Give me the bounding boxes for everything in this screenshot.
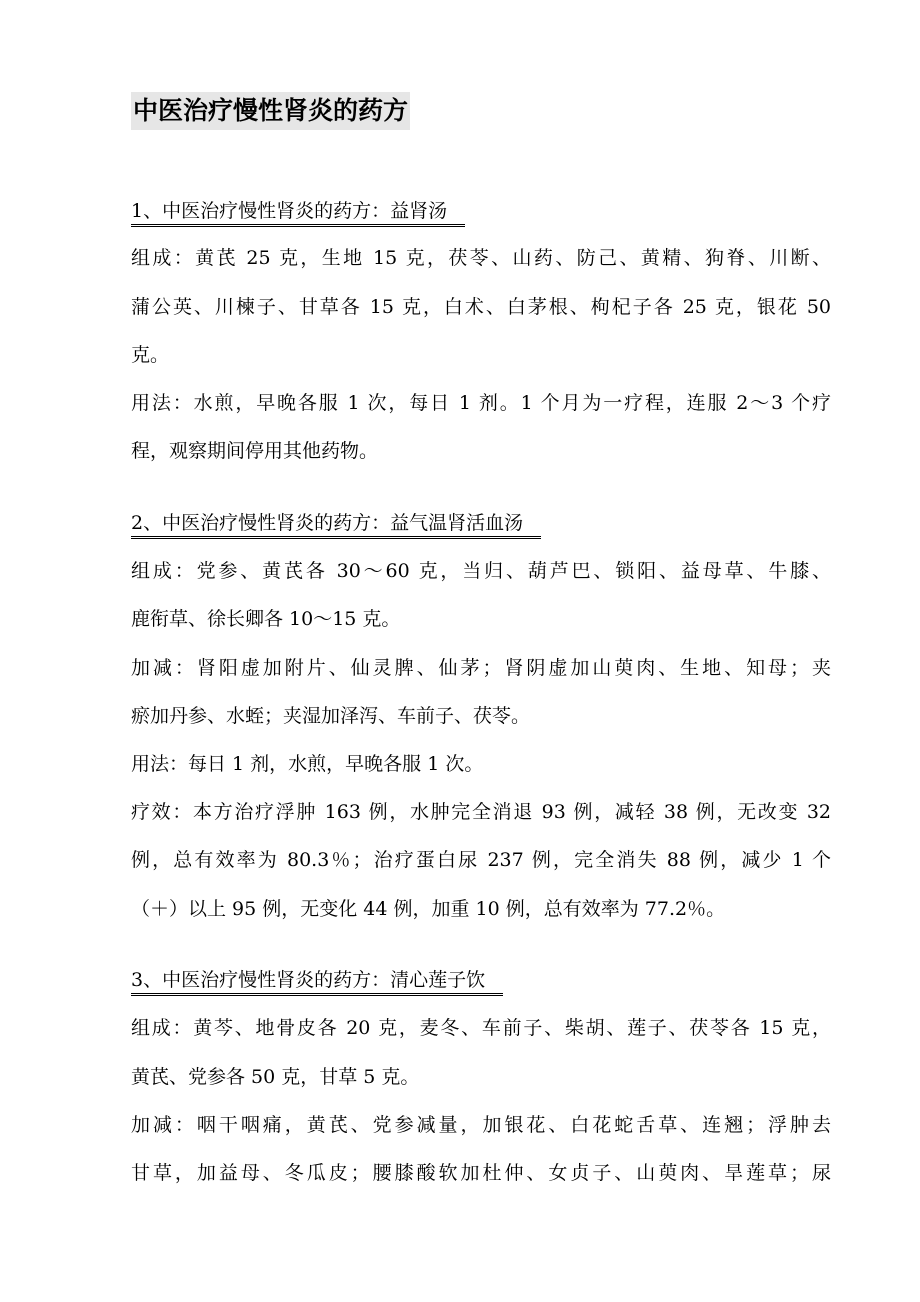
section-text-line: 甘草，加益母、冬瓜皮；腰膝酸软加杜仲、女贞子、山萸肉、旱莲草；尿 xyxy=(131,1162,831,1184)
section-heading: 1、中医治疗慢性肾炎的药方：益肾汤 xyxy=(131,198,465,227)
section-text-line: （＋）以上 95 例，无变化 44 例，加重 10 例，总有效率为 77.2％。 xyxy=(131,898,726,920)
section-text-line: 黄芪、党参各 50 克，甘草 5 克。 xyxy=(131,1066,420,1088)
section-text-line: 组成：党参、黄芪各 30～60 克，当归、葫芦巴、锁阳、益母草、牛膝、 xyxy=(131,560,831,582)
section-text-line: 程，观察期间停用其他药物。 xyxy=(131,440,379,462)
section-heading: 2、中医治疗慢性肾炎的药方：益气温肾活血汤 xyxy=(131,510,541,539)
section-text-line: 加减：咽干咽痛，黄芪、党参减量，加银花、白花蛇舌草、连翘；浮肿去 xyxy=(131,1114,831,1136)
document-title: 中医治疗慢性肾炎的药方 xyxy=(131,92,410,130)
section-text-line: 用法：每日 1 剂，水煎，早晚各服 1 次。 xyxy=(131,753,484,775)
section-text-line: 组成：黄芩、地骨皮各 20 克，麦冬、车前子、柴胡、莲子、茯苓各 15 克， xyxy=(131,1017,831,1039)
section-text-line: 疗效：本方治疗浮肿 163 例，水肿完全消退 93 例，减轻 38 例，无改变 32 xyxy=(131,801,831,823)
section-text-line: 组成：黄芪 25 克，生地 15 克，茯苓、山药、防己、黄精、狗脊、川断、 xyxy=(131,247,831,269)
section-text-line: 克。 xyxy=(131,344,170,366)
section-text-line: 例，总有效率为 80.3％；治疗蛋白尿 237 例，完全消失 88 例，减少 1 个 xyxy=(131,849,831,871)
section-text-line: 加减：肾阳虚加附片、仙灵脾、仙茅；肾阴虚加山萸肉、生地、知母；夹 xyxy=(131,657,831,679)
section-text-line: 用法：水煎，早晚各服 1 次，每日 1 剂。1 个月为一疗程，连服 2～3 个疗 xyxy=(131,392,831,414)
section-heading: 3、中医治疗慢性肾炎的药方：清心莲子饮 xyxy=(131,967,503,996)
section-text-line: 鹿衔草、徐长卿各 10～15 克。 xyxy=(131,608,401,630)
section-text-line: 瘀加丹参、水蛭；夹湿加泽泻、车前子、茯苓。 xyxy=(131,705,531,727)
section-text-line: 蒲公英、川楝子、甘草各 15 克，白术、白茅根、枸杞子各 25 克，银花 50 xyxy=(131,296,831,318)
